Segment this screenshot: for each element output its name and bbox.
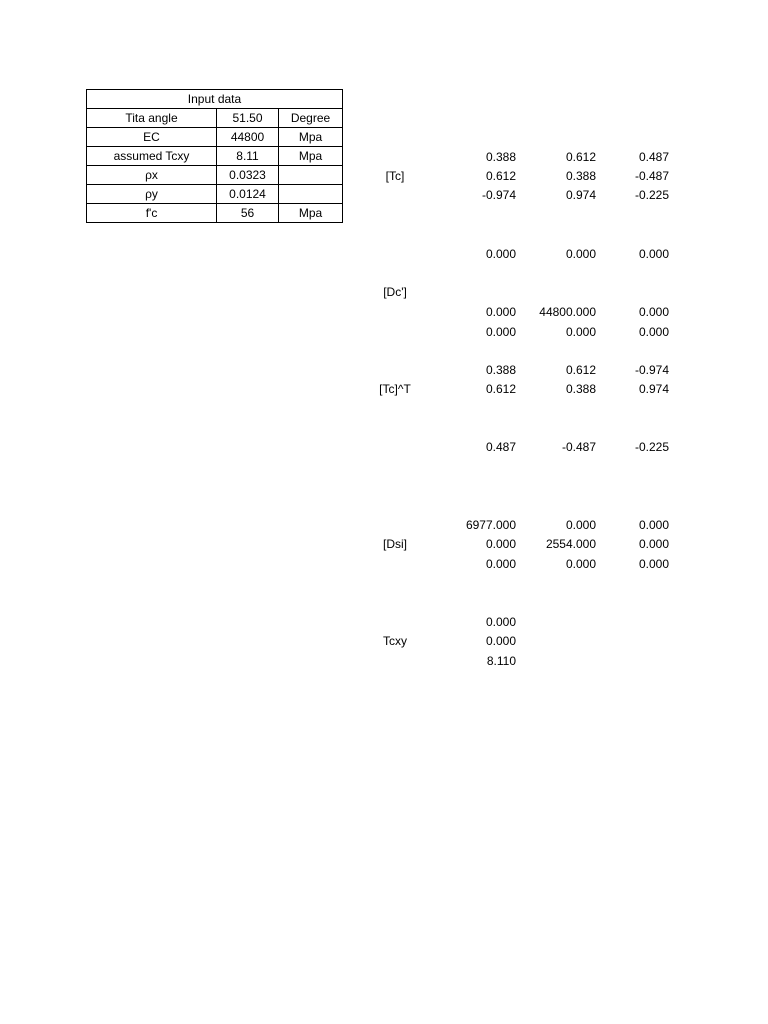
matrix-cell: -0.487 [561,440,596,454]
matrix-cell: 0.612 [485,382,516,396]
row-value: 0.0124 [217,185,279,204]
row-label: ρx [87,166,217,185]
matrix-cell: 0.974 [565,188,596,202]
matrix-cell: -0.225 [634,188,669,202]
matrix-cell: 0.388 [485,150,516,164]
vector-tcxy-label: Tcxy [383,634,407,648]
row-value: 51.50 [217,109,279,128]
row-value: 44800 [217,128,279,147]
matrix-cell: 44800.000 [539,305,596,319]
row-unit: Mpa [279,147,343,166]
row-label: ρy [87,185,217,204]
matrix-cell: 0.612 [485,169,516,183]
matrix-cell: -0.487 [634,169,669,183]
row-label: EC [87,128,217,147]
matrix-cell: 0.000 [638,557,669,571]
vector-cell: 0.000 [485,634,516,648]
matrix-cell: 0.000 [485,247,516,261]
input-table-header-row [87,90,343,109]
matrix-cell: 0.388 [485,363,516,377]
matrix-cell: 0.612 [565,363,596,377]
row-label: Tita angle [87,109,217,128]
matrix-cell: 0.000 [638,518,669,532]
input-data-table [86,89,343,223]
row-unit: Mpa [279,204,343,223]
matrix-cell: 0.000 [638,305,669,319]
matrix-cell: -0.225 [634,440,669,454]
matrix-cell: 0.388 [565,382,596,396]
input-table-title: Input data [87,90,343,109]
matrix-cell: 0.000 [485,325,516,339]
row-value: 8.11 [217,147,279,166]
row-unit: Mpa [279,128,343,147]
matrix-cell: 0.000 [565,557,596,571]
matrix-cell: 2554.000 [545,537,596,551]
row-unit: Degree [279,109,343,128]
table-row [87,166,343,185]
table-row [87,128,343,147]
matrix-tc-label: [Tc] [385,169,405,183]
matrix-cell: -0.974 [634,363,669,377]
matrix-cell: 6977.000 [465,518,516,532]
row-unit [279,166,343,185]
row-label: assumed Tcxy [87,147,217,166]
matrix-tc-transpose-label: [Tc]^T [379,382,411,396]
matrix-cell: 0.000 [638,247,669,261]
table-row [87,204,343,223]
row-unit [279,185,343,204]
matrix-dsi-label: [Dsi] [383,537,407,551]
matrix-dc-label: [Dc'] [383,285,407,299]
table-row [87,185,343,204]
table-row [87,109,343,128]
matrix-cell: 0.000 [638,537,669,551]
matrix-cell: 0.000 [638,325,669,339]
matrix-cell: 0.487 [485,440,516,454]
matrix-cell: -0.974 [481,188,516,202]
matrix-cell: 0.000 [485,537,516,551]
matrix-cell: 0.000 [565,247,596,261]
matrix-cell: 0.000 [485,557,516,571]
matrix-cell: 0.974 [638,382,669,396]
row-value: 56 [217,204,279,223]
matrix-cell: 0.612 [565,150,596,164]
matrix-cell: 0.487 [638,150,669,164]
matrix-cell: 0.000 [565,325,596,339]
table-row [87,147,343,166]
vector-cell: 0.000 [485,615,516,629]
vector-cell: 8.110 [486,654,516,668]
matrix-cell: 0.388 [565,169,596,183]
row-value: 0.0323 [217,166,279,185]
row-label: f'c [87,204,217,223]
matrix-cell: 0.000 [485,305,516,319]
matrix-cell: 0.000 [565,518,596,532]
